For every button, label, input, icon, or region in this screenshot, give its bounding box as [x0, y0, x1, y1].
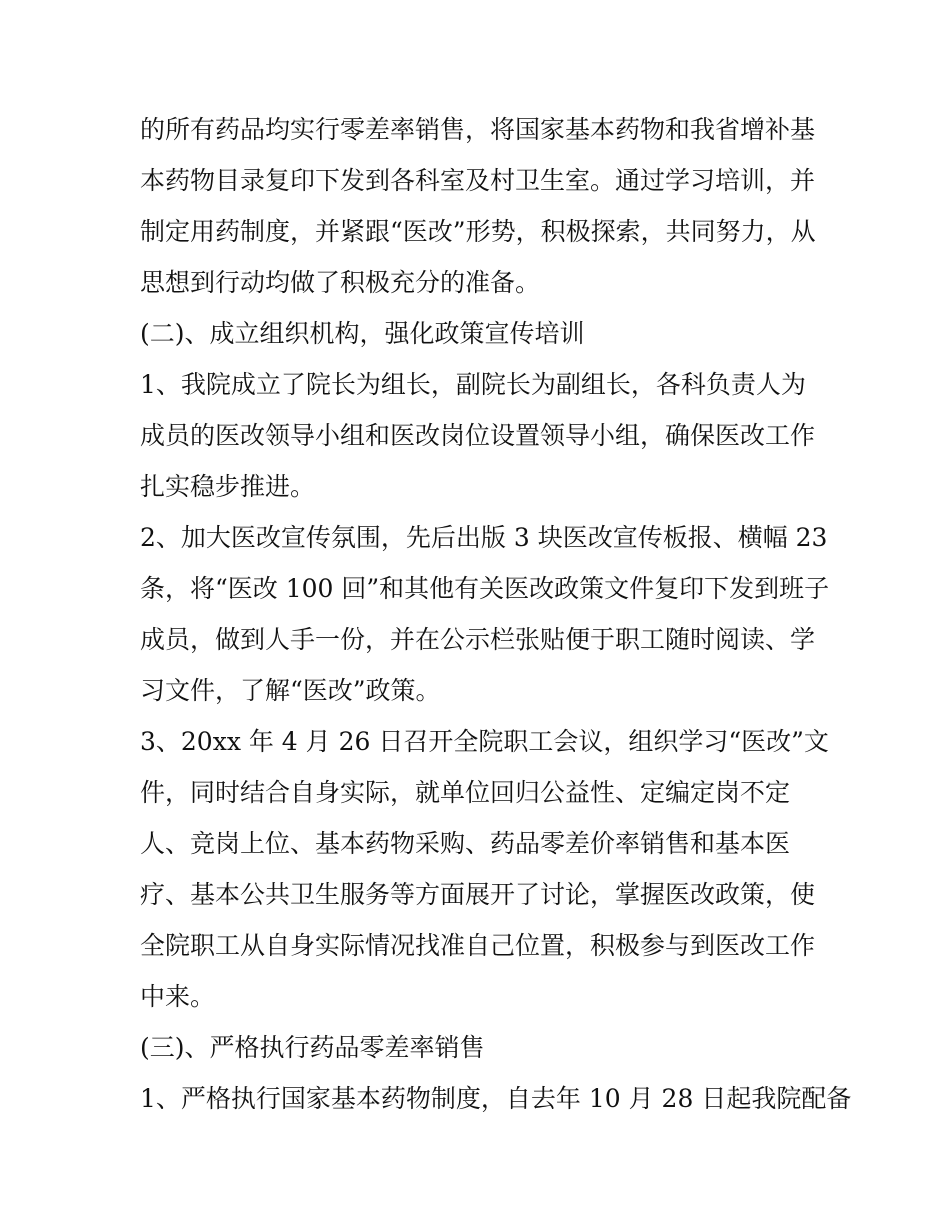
text-line: 疗、基本公共卫生服务等方面展开了讨论，掌握医改政策，使 — [140, 880, 816, 909]
text-line: 成员，做到人手一份，并在公示栏张贴便于职工随时阅读、学 — [140, 625, 816, 654]
text-line: 中来。 — [140, 982, 216, 1011]
text-line: 思想到行动均做了积极充分的准备。 — [140, 268, 541, 297]
text-line: 成员的医改领导小组和医改岗位设置领导小组，确保医改工作 — [140, 421, 816, 450]
text-line: 条，将“医改 100 回”和其他有关医改政策文件复印下发到班子 — [140, 574, 830, 603]
text-line: 习文件，了解“医改”政策。 — [140, 676, 441, 705]
text-line: 件，同时结合自身实际，就单位回归公益性、定编定岗不定 — [140, 778, 791, 807]
text-line: 1、我院成立了院长为组长，副院长为副组长，各科负责人为 — [140, 370, 806, 399]
text-line: 扎实稳步推进。 — [140, 472, 316, 501]
text-line: 制定用药制度，并紧跟“医改”形势，积极探索，共同努力，从 — [140, 217, 816, 246]
text-line: 人、竞岗上位、基本药物采购、药品零差价率销售和基本医 — [140, 829, 791, 858]
text-line: 全院职工从自身实际情况找准自己位置，积极参与到医改工作 — [140, 931, 816, 960]
section-heading-2: (二)、成立组织机构，强化政策宣传培训 — [140, 319, 585, 348]
text-line: 的所有药品均实行零差率销售，将国家基本药物和我省增补基 — [140, 115, 816, 144]
document-body — [140, 104, 852, 1124]
section-heading-3: (三)、严格执行药品零差率销售 — [140, 1033, 485, 1062]
text-line: 本药物目录复印下发到各科室及村卫生室。通过学习培训，并 — [140, 166, 816, 195]
text-line: 2、加大医改宣传氛围，先后出版 3 块医改宣传板报、横幅 23 — [140, 523, 828, 552]
text-line: 1、严格执行国家基本药物制度，自去年 10 月 28 日起我院配备 — [140, 1084, 852, 1113]
text-line: 3、20xx 年 4 月 26 日召开全院职工会议，组织学习“医改”文 — [140, 727, 829, 756]
